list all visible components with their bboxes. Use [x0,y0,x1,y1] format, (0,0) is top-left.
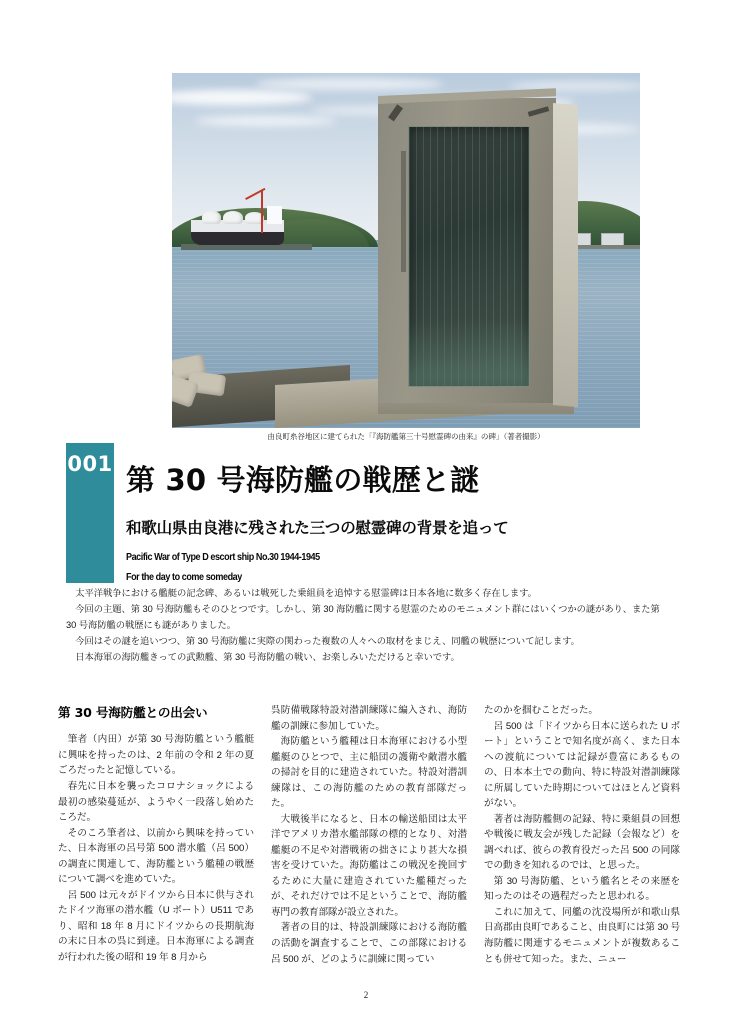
body-paragraph: 呂 500 は元々がドイツから日本に供与されたドイツ海軍の潜水艦（U ボート）U511 であり、昭和 18 年 8 月にドイツからの長期航海の末に日本の呉に到達。日本海軍による調査が行われた後の昭和 19 年 8 月から [58,889,254,963]
page-subtitle: 和歌山県由良港に残された三つの慰霊碑の背景を追って [126,518,509,537]
lng-ship-hull [191,231,285,245]
lead-paragraph: 日本海軍の海防艦きっての武勲艦、第 30 号海防艦の戦い、お楽しみいただけると幸いです。 [75,651,460,662]
body-paragraph: これに加えて、同艦の沈没場所が和歌山県日高郡由良町であること、由良町には第 30 号海防艦に関連するモニュメントが複数あることも併せて知った。また、ニュー [484,906,680,965]
article-title-block [126,446,686,583]
body-paragraph: 海防艦という艦種は日本海軍における小型艦艇のひとつで、主に船団の護衛や敵潜水艦の掃討を目的に建造されていた。特設対潜訓練隊は、この海防艦のための教育部隊だった。 [271,736,467,810]
body-column-3 [484,703,680,1003]
english-title-line-2: For the day to come someday [126,570,242,583]
body-paragraph: 呉防備戦隊特設対潜訓練隊に編入され、海防艦の訓練に参加していた。 [271,705,467,732]
body-paragraph: たのかを掴むことだった。 [484,705,598,716]
body-columns [58,703,680,1003]
cloud-icon [256,78,443,90]
body-paragraph: 大戦後半になると、日本の輸送船団は太平洋でアメリカ潜水艦部隊の標的となり、対潜艦艇の不足や対潜戦術の拙さにより甚大な損害を受けていた。海防艦はこの戦況を挽回するために大量に建造されていた艦種だったが、それだけでは不足ということで、海防艦専門の教育部隊が設立された。 [271,813,467,918]
body-paragraph: 著者は海防艦側の記録、特に乗組員の回想や戦後に戦友会が残した記録（会報など）を調べれば、彼らの教育役だった呂 500 の同隊での動きを知れるのでは、と思った。 [484,813,680,872]
monument-photo-figure [172,73,640,441]
article-number-label: 001 [67,452,113,476]
lng-tank [223,211,243,224]
page-title: 第 30 号海防艦の戦歴と謎 [126,463,480,498]
section-heading: 第 30 号海防艦との出会い [58,705,208,720]
monument-photo [172,73,640,428]
cloud-icon [172,90,312,105]
body-paragraph: 筆者（内田）が第 30 号海防艦という艦艇に興味を持ったのは、2 年前の令和 2 年の夏ごろだったと記憶している。 [58,734,254,777]
lead-paragraph: 今回はその謎を追いつつ、第 30 号海防艦に実際の関わった複数の人々への取材をまじえ、同艦の戦歴について記します。 [75,635,580,646]
lng-tank [202,211,221,223]
body-paragraph: 著者の目的は、特設訓練隊における海防艦の活動を調査することで、この部隊における呂 500 が、どのように訓練に関ってい [271,922,467,965]
lead-paragraph: 太平洋戦争における艦艇の記念碑、あるいは戦死した乗組員を追悼する慰霊碑は日本各地に数多く存在します。 [75,588,537,598]
harbor-crane-mast [261,190,263,233]
body-column-2 [271,703,467,1003]
cloud-icon [195,116,335,126]
page-number: 2 [363,990,369,1000]
lead-paragraph: 今回の主題、第 30 号海防艦もそのひとつです。しかし、第 30 海防艦に関する慰霊のためのモニュメント群にはいくつかの謎があり、また第 30 号海防艦の戦歴にも謎がありました。 [66,603,660,630]
article-number-badge [66,443,114,583]
photo-caption: 由良町糸谷地区に建てられた「『海防艦第三十号慰霊碑の由来』の碑」（著者撮影） [267,432,545,441]
body-paragraph: 呂 500 は「ドイツから日本に送られた U ボート」ということで知名度が高く、また日本への渡航については記録が豊富にあるものの、日本本土での動向、特に特設対潜訓練隊に所属していた時期についてはほとんど資料がない。 [484,720,680,810]
monument-side-face [553,103,578,407]
body-paragraph: 春先に日本を襲ったコロナショックによる最初の感染蔓延が、ようやく一段落し始めたころだ。 [58,780,254,824]
english-title-line-1: Pacific War of Type D escort ship No.30 1944-1945 [126,550,320,563]
inscribed-plaque [408,126,529,387]
body-paragraph: そのころ筆者は、以前から興味を持っていた、日本海軍の呂号第 500 潜水艦（呂 500）の調査に関連して、海防艦という艦種の戦歴について調べを進めていた。 [58,827,254,886]
body-column-1 [58,703,254,1003]
body-paragraph: 第 30 号海防艦、という艦名とその来歴を知ったのはその過程だったと思われる。 [484,875,680,903]
monument-crack [401,151,406,272]
lead-paragraphs [66,586,668,666]
lng-ship-bridge [267,206,282,224]
